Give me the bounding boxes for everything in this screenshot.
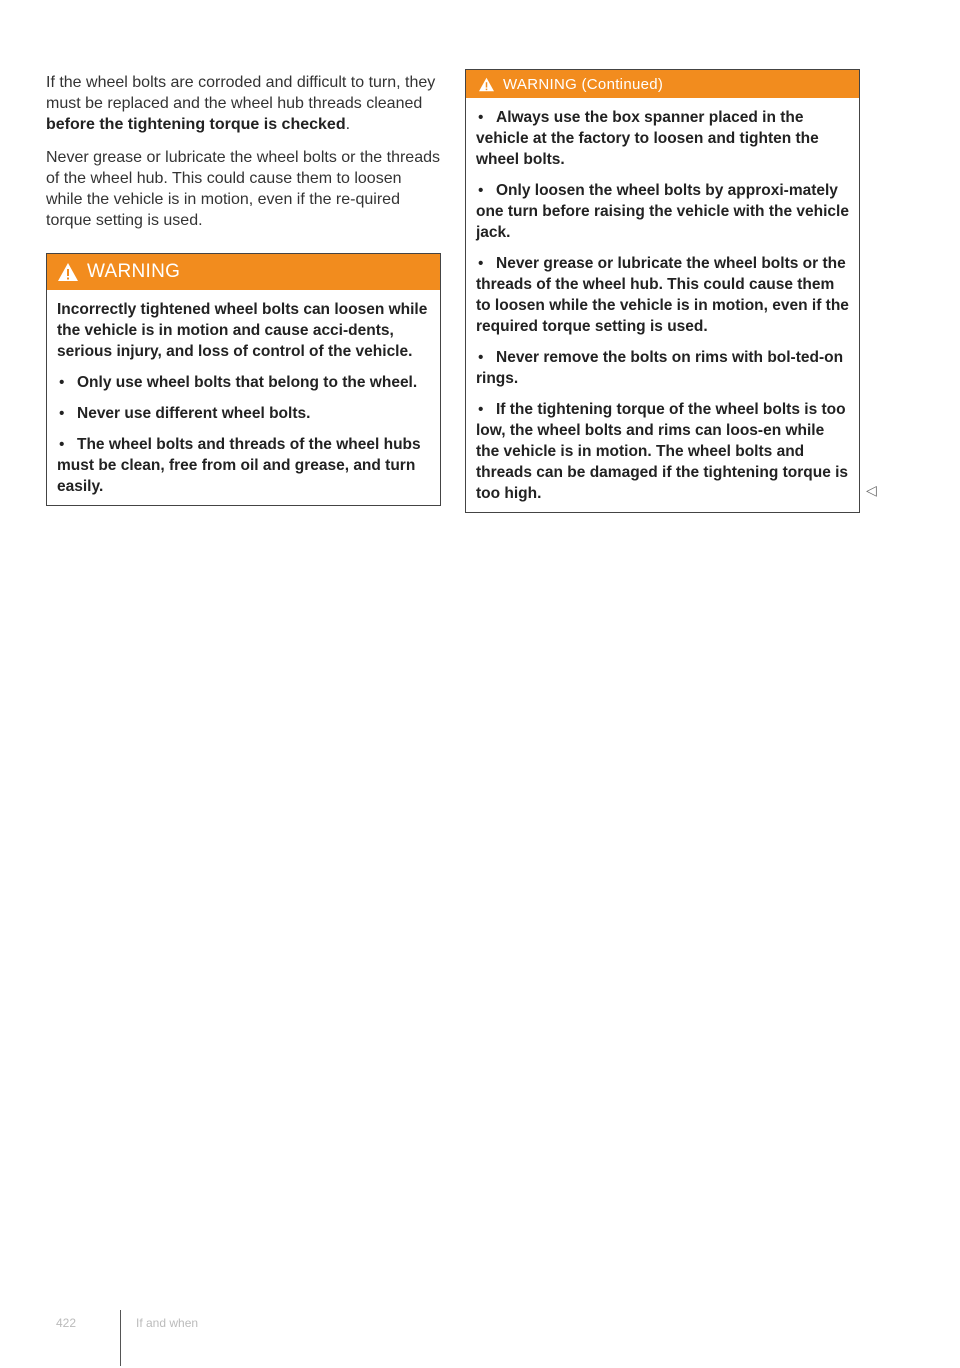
warning-item: • Never remove the bolts on rims with bol-ted-on rings. <box>476 347 849 389</box>
right-column <box>465 69 860 513</box>
warning-item: • Never use different wheel bolts. <box>57 403 430 424</box>
warning-box <box>46 253 441 506</box>
page-footer <box>56 1316 199 1330</box>
warning-body <box>47 290 440 505</box>
section-end-marker-icon: ◁ <box>866 482 877 498</box>
warning-triangle-icon <box>478 77 495 92</box>
warning-item: • Never grease or lubricate the wheel bolts or the threads of the wheel hub. This could cause them to loosen while the vehicle is in motion, even if the required torque setting is used. <box>476 253 849 337</box>
footer-divider <box>120 1310 121 1366</box>
warning-body-continued <box>466 98 859 512</box>
warning-title-continued: WARNING (Continued) <box>503 75 664 93</box>
warning-item: • Only loosen the wheel bolts by approxi-mately one turn before raising the vehicle with the vehicle jack. <box>476 180 849 243</box>
warning-header <box>47 254 440 290</box>
paragraph-corroded-bolts: If the wheel bolts are corroded and difficult to turn, they must be replaced and the wheel hub threads cleaned before the tightening torque is checked. <box>46 74 436 133</box>
warning-box-continued <box>465 69 860 513</box>
warning-item: • The wheel bolts and threads of the wheel hubs must be clean, free from oil and grease, and turn easily. <box>57 434 430 497</box>
warning-title: WARNING <box>87 261 181 282</box>
paragraph-no-grease: Never grease or lubricate the wheel bolts or the threads of the wheel hub. This could cause them to loosen while the vehicle is in motion, even if the re-quired torque setting is used. <box>46 149 440 229</box>
warning-header-continued <box>466 70 859 98</box>
warning-intro: Incorrectly tightened wheel bolts can loosen while the vehicle is in motion and cause acci-dents, serious injury, and loss of control of the vehicle. <box>57 301 428 360</box>
page-number: 422 <box>56 1316 77 1330</box>
warning-item: • If the tightening torque of the wheel bolts is too low, the wheel bolts and rims can loos-en while the vehicle is in motion. The wheel bolts and threads can be damaged if the tightening torque is too high. <box>476 399 849 504</box>
warning-triangle-icon <box>57 262 79 282</box>
warning-item: • Always use the box spanner placed in the vehicle at the factory to loosen and tighten the wheel bolts. <box>476 107 849 170</box>
footer-section-title: If and when <box>136 1316 199 1330</box>
warning-item: • Only use wheel bolts that belong to the wheel. <box>57 372 430 393</box>
left-column <box>46 72 441 506</box>
